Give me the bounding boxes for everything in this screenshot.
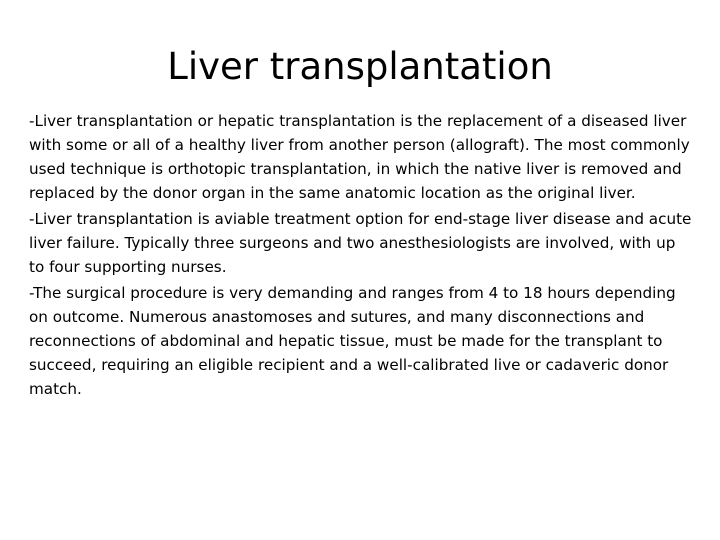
- body-paragraph-3: -The surgical procedure is very demanding and ranges from 4 to 18 hours depending on outcome. Numerous anastomoses and sutures, and many disconnections and reconnections of abdominal and hepatic tissue, must be made for the transplant to succeed, requiring an eligible recipient and a well-calibrated live or cadaveric donor match.: [29, 283, 676, 399]
- body-paragraph-2: -Liver transplantation is aviable treatment option for end-stage liver disease and acute liver failure. Typically three surgeons and two anesthesiologists are involved, with up to four supporting nurses.: [29, 209, 692, 277]
- slide-body: [29, 109, 694, 403]
- body-paragraph-1: -Liver transplantation or hepatic transplantation is the replacement of a diseased liver with some or all of a healthy liver from another person (allograft). The most commonly used technique is orthotopic transplantation, in which the native liver is removed and replaced by the donor organ in the same anatomic location as the original liver.: [29, 112, 690, 203]
- slide-title: Liver transplantation: [167, 45, 553, 88]
